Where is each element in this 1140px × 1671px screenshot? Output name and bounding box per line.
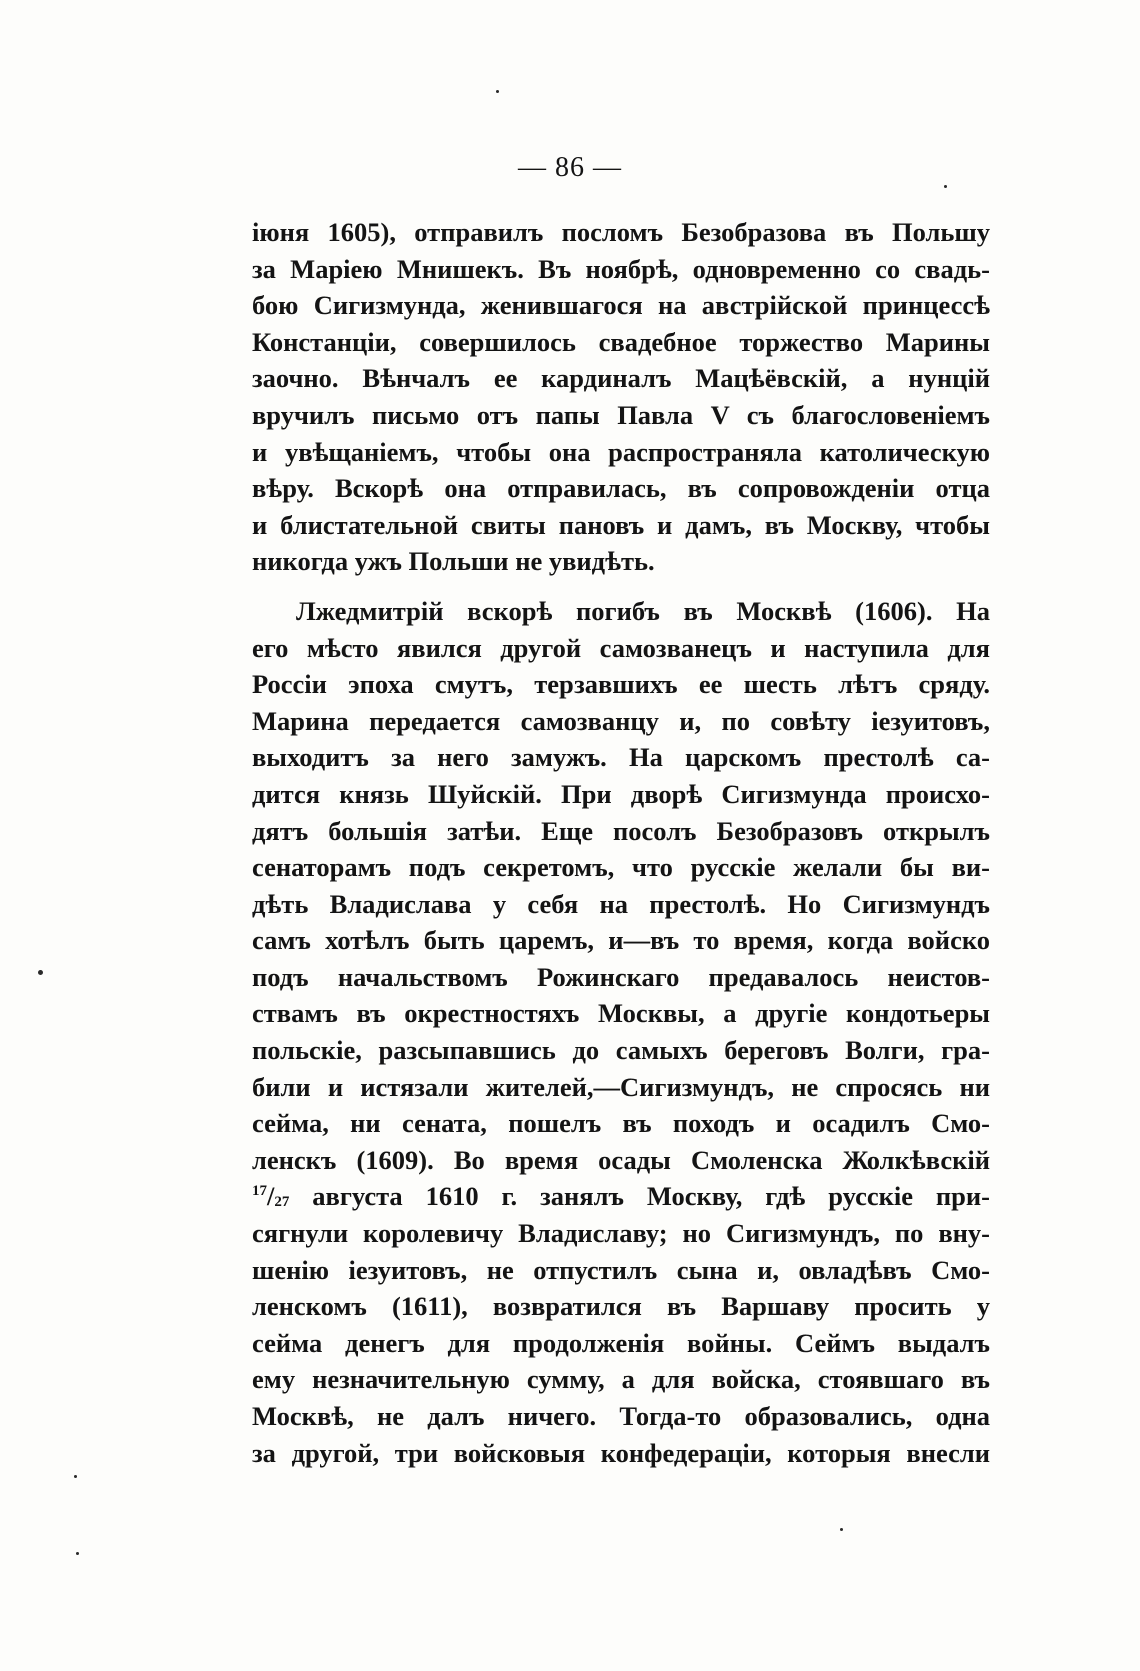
text-line: дѣть Владислава у себя на престолѣ. Но Сигизмундъ [252,888,990,919]
text-line: дится князь Шуйскій. При дворѣ Сигизмунда происхо- [252,778,990,809]
scan-speck [944,185,947,188]
text-line: сенаторамъ подъ секретомъ, что русскіе желали бы ви- [252,852,990,883]
text-line: Россіи эпоха смутъ, терзавшихъ ее шесть лѣтъ сряду. [252,669,990,700]
text-line: Лжедмитрій вскорѣ погибъ въ Москвѣ (1606). На [296,595,990,626]
text-line: Москвѣ, не далъ ничего. Тогда-то образовались, одна [252,1401,990,1431]
text-line-with-date-fraction: $^{17}/_{27}$ августа 1610 г. занялъ Москву, гдѣ русскіе при- [252,1181,990,1212]
text-line: Констанціи, совершилось свадебное торжество Марины [252,326,990,357]
paragraph-1 [252,214,990,580]
date-fraction-line-rest: августа 1610 г. занялъ Москву, гдѣ русскіе при- [289,1181,990,1212]
text-line: шенію іезуитовъ, не отпустилъ сына и, овладѣвъ Смо- [252,1254,990,1285]
text-line: вручилъ письмо отъ папы Павла V съ благословеніемъ [252,399,990,430]
text-line: никогда ужъ Польши не увидѣть. [252,546,655,577]
text-line: бою Сигизмунда, женившагося на австрійской принцессѣ [252,290,990,321]
text-line: вѣру. Вскорѣ она отправилась, въ сопровожденіи отца [252,473,990,504]
date-fraction-numerator: 17 [252,1183,267,1200]
text-line: подъ начальствомъ Рожинскаго предавалось неистов- [252,961,990,992]
scan-speck [840,1528,843,1531]
scan-speck [76,1552,79,1555]
text-line: сейма денегъ для продолженія войны. Сеймъ выдалъ [252,1327,990,1358]
text-line: за Маріею Мнишекъ. Въ ноябрѣ, одновременно со свадь- [252,253,990,284]
date-fraction-denominator: 27 [274,1194,290,1211]
page-number: — 86 — [518,152,622,183]
text-line: польскіе, разсыпавшись до самыхъ береговъ Волги, гра- [252,1035,990,1066]
text-line: ленскъ (1609). Во время осады Смоленска Жолкѣвскій [252,1144,990,1175]
text-line: ему незначительную сумму, а для войска, стоявшаго въ [252,1364,990,1395]
text-line: ленскомъ (1611), возвратился въ Варшаву просить у [252,1291,990,1322]
text-line: его мѣсто явился другой самозванецъ и наступила для [252,632,990,663]
text-line: дятъ большія затѣи. Еще посолъ Безобразовъ открылъ [252,815,990,846]
text-line: іюня 1605), отправилъ посломъ Безобразова въ Польшу [252,217,990,247]
text-line: Марина передается самозванцу и, по совѣту іезуитовъ, [252,705,990,736]
text-line: заочно. Вѣнчалъ ее кардиналъ Мацѣёвскій, а нунцій [252,363,990,394]
scan-speck [496,90,499,93]
text-line: и блистательной свиты пановъ и дамъ, въ Москву, чтобы [252,509,990,540]
scan-speck [74,1475,77,1478]
text-line: сейма, ни сената, пошелъ въ походъ и осадилъ Смо- [252,1108,990,1139]
text-line: били и истязали жителей,—Сигизмундъ, не спросясь ни [252,1071,990,1102]
text-line: сягнули королевичу Владиславу; но Сигизмундъ, по вну- [252,1218,990,1249]
paragraph-2 [252,593,990,1471]
text-line: и увѣщаніемъ, чтобы она распространяла католическую [252,436,990,467]
text-line: ствамъ въ окрестностяхъ Москвы, а другіе кондотьеры [252,998,990,1029]
text-line: за другой, три войсковыя конфедераціи, которыя внесли [252,1437,990,1468]
body-text [252,214,990,1471]
scan-speck [38,970,43,975]
text-line: выходитъ за него замужъ. На царскомъ престолѣ са- [252,742,990,773]
text-line: самъ хотѣлъ быть царемъ, и—въ то время, когда войско [252,925,990,956]
paragraph-gap [252,580,990,593]
